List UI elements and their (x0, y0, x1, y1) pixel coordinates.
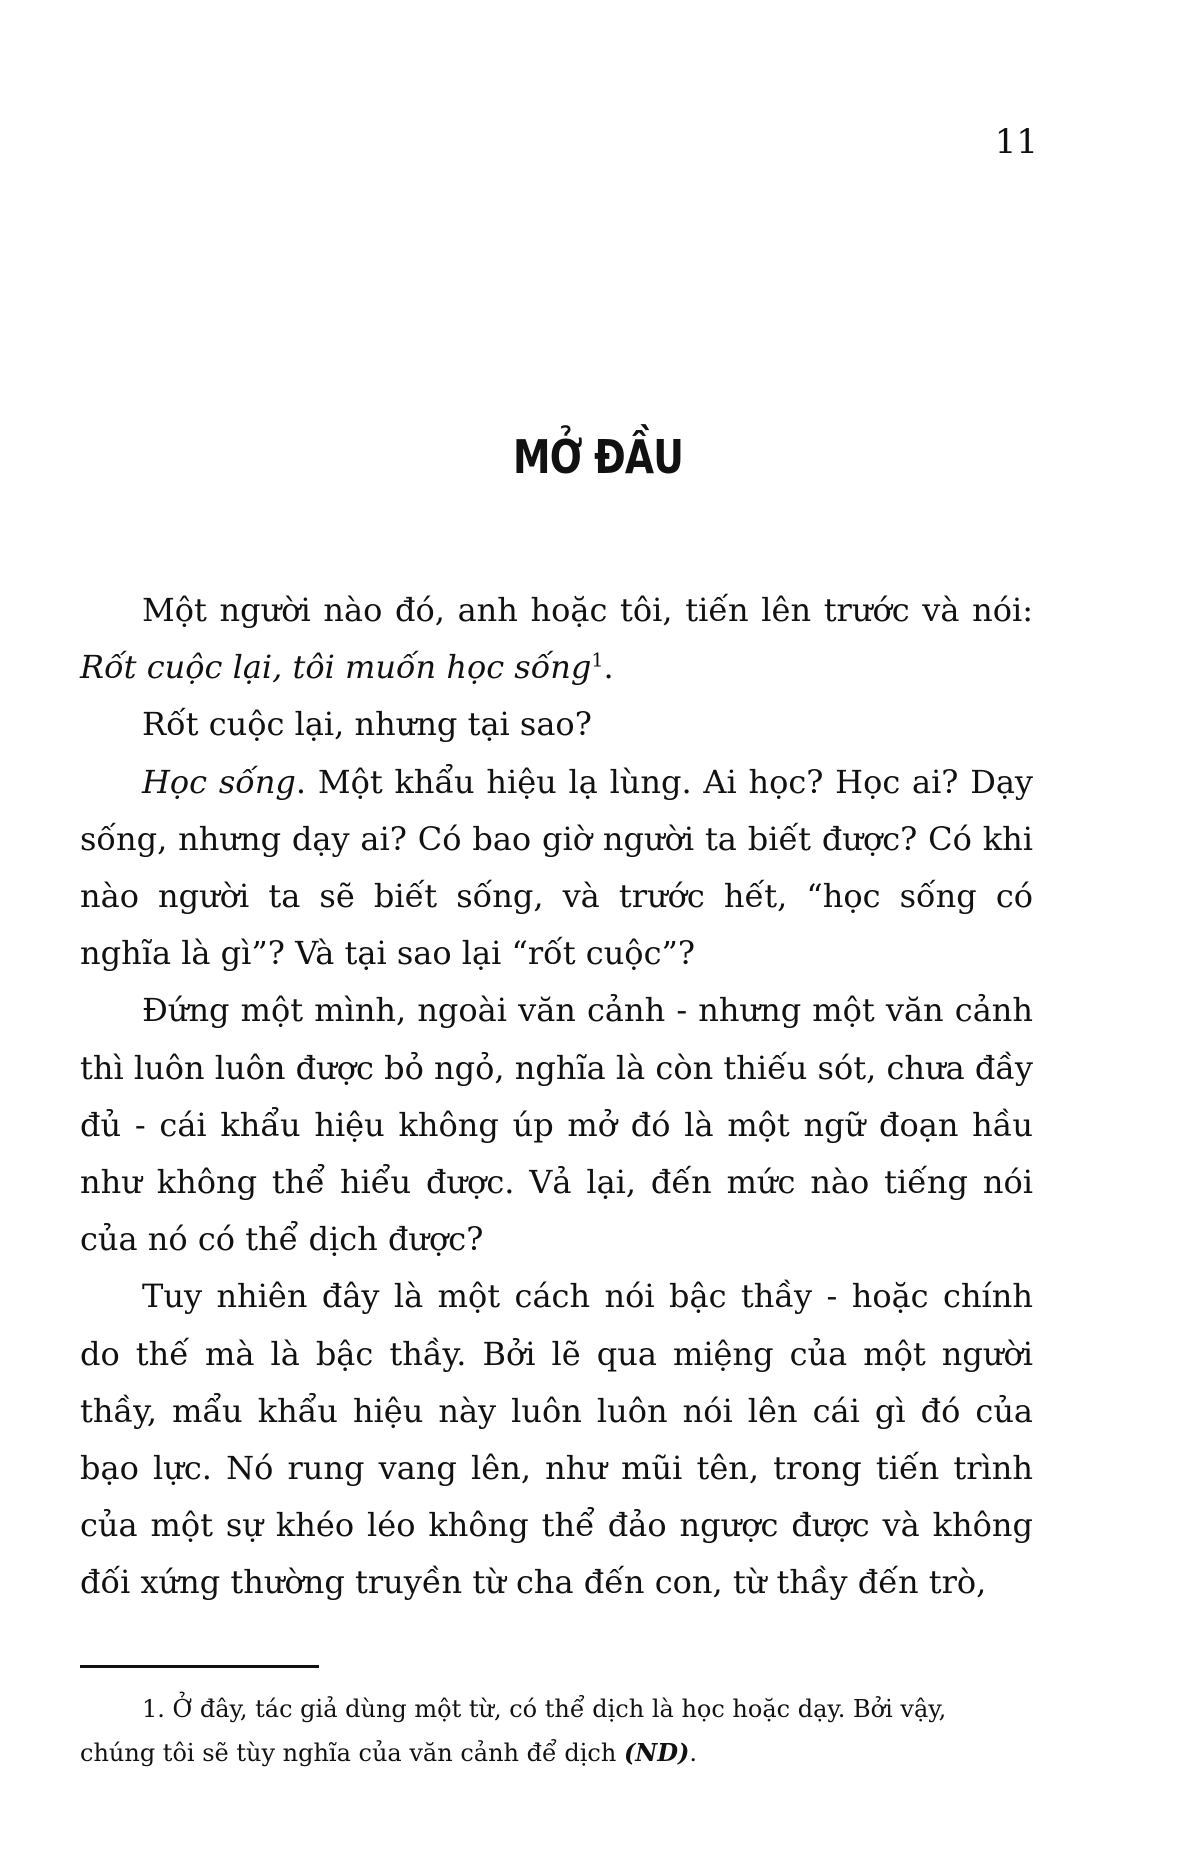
footnote-ref: 1 (591, 649, 604, 672)
paragraph-3-text: . Một khẩu hiệu lạ lùng. Ai học? Học ai? Dạy sống, nhưng dạy ai? Có bao giờ người ta biết được? Có khi nào người ta sẽ biết sống, và trước hết, “học sống có nghĩa là gì”? Và tại sao lại “rốt cuộc”? (80, 762, 1034, 973)
paragraph-1-text: Một người nào đó, anh hoặc tôi, tiến lên trước và nói: (142, 591, 1033, 629)
footnote (80, 1687, 1033, 1775)
paragraph-1-end: . (603, 648, 614, 687)
paragraph-3 (80, 754, 1033, 983)
footnote-line-2-text: chúng tôi sẽ tùy nghĩa của văn cảnh để dịch (80, 1739, 624, 1767)
paragraph-2: Rốt cuộc lại, nhưng tại sao? (142, 705, 592, 744)
italic-lead: Học sống (142, 762, 296, 801)
footnote-line-2 (80, 1731, 1033, 1775)
quote: Rốt cuộc lại, tôi muốn học sống (80, 648, 592, 687)
body-text (80, 582, 1033, 1612)
chapter-title: MỞ ĐẦU (512, 430, 684, 484)
page-number: 11 (994, 122, 1038, 162)
footnote-end: . (689, 1739, 698, 1767)
footnote-line-1: 1. Ở đây, tác giả dùng một từ, có thể dịch là học hoặc dạy. Bởi vậy, (142, 1695, 947, 1723)
paragraph-4: Đứng một mình, ngoài văn cảnh - nhưng một văn cảnh thì luôn luôn được bỏ ngỏ, nghĩa là còn thiếu sót, chưa đầy đủ - cái khẩu hiệu không úp mở đó là một ngữ đoạn hầu như không thể hiểu được. Vả lại, đến mức nào tiếng nói của nó có thể dịch được? (80, 991, 1033, 1259)
translator-note-mark: (ND) (623, 1738, 690, 1767)
paragraph-5: Tuy nhiên đây là một cách nói bậc thầy - hoặc chính do thế mà là bậc thầy. Bởi lẽ qua miệng của một người thầy, mẩu khẩu hiệu này luôn luôn nói lên cái gì đó của bạo lực. Nó rung vang lên, như mũi tên, trong tiến trình của một sự khéo léo không thể đảo ngược được và không đối xứng thường truyền từ cha đến con, từ thầy đến trò, (80, 1277, 1033, 1602)
paragraph-1 (80, 582, 1033, 696)
footnote-rule (80, 1665, 319, 1668)
